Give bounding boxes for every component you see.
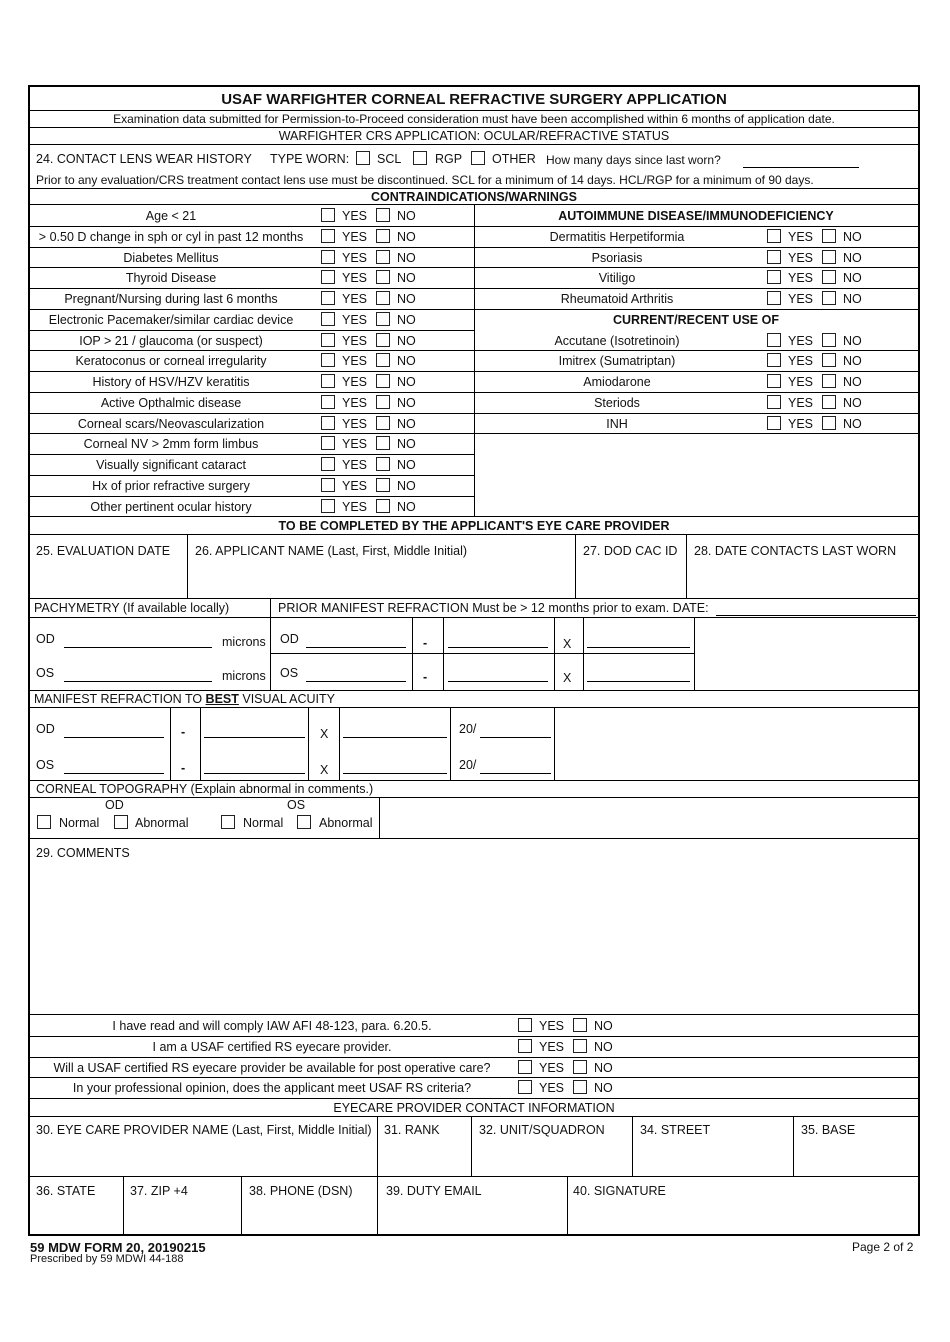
rule-line (30, 534, 918, 535)
evaluation-date-label: 25. EVALUATION DATE (36, 544, 171, 558)
column-divider (200, 707, 201, 780)
contraindication-label: Corneal scars/Neovascularization (77, 416, 265, 431)
contraindication-no-checkbox[interactable] (376, 270, 390, 284)
yes-label: YES (788, 271, 814, 286)
autoimmune-item-yes-checkbox[interactable] (767, 270, 781, 284)
column-divider (170, 707, 171, 780)
current-use-item-yes-checkbox[interactable] (767, 395, 781, 409)
contraindication-no-checkbox[interactable] (376, 353, 390, 367)
no-label: NO (397, 416, 416, 431)
no-label: NO (594, 1039, 613, 1054)
os-abnormal-checkbox[interactable] (297, 815, 311, 829)
autoimmune-item: Dermatitis Herpetiformia (549, 229, 685, 244)
no-label: NO (397, 478, 416, 493)
rule-line (474, 267, 918, 268)
no-label: NO (843, 292, 862, 306)
autoimmune-item: Rheumatoid Arthritis (560, 292, 674, 306)
visual-acuity-prefix: 20/ (459, 758, 477, 772)
rule-line (30, 690, 918, 691)
od-manifest-axis-field[interactable] (343, 737, 447, 738)
signature-label: 40. SIGNATURE (573, 1184, 666, 1198)
topography-od-label: OD (105, 798, 124, 812)
manifest-label-best: BEST (205, 692, 239, 706)
current-use-item: Amiodarone (583, 375, 651, 389)
rule-line (474, 247, 918, 248)
column-divider (308, 707, 309, 780)
yes-label: YES (342, 312, 368, 327)
other-label: OTHER (492, 152, 536, 166)
os-manifest-sphere-field[interactable] (64, 773, 164, 774)
column-divider (471, 1116, 472, 1176)
contraindication-no-checkbox[interactable] (376, 229, 390, 243)
od-prior-cylinder-field[interactable] (448, 647, 548, 648)
minus-sign: - (181, 725, 186, 739)
attestation-yes-checkbox[interactable] (518, 1018, 532, 1032)
rule-line (30, 1036, 918, 1037)
contraindication-yes-checkbox[interactable] (321, 353, 335, 367)
contraindication-yes-checkbox[interactable] (321, 250, 335, 264)
rule-line (30, 475, 474, 476)
attestation-question: In your professional opinion, does the applicant meet USAF RS criteria? (72, 1081, 472, 1096)
os-prior-axis-field[interactable] (587, 681, 690, 682)
no-label: NO (397, 271, 416, 286)
rule-line (30, 144, 918, 145)
rule-line (30, 707, 918, 708)
contraindication-label: > 0.50 D change in sph or cyl in past 12 months (38, 229, 304, 244)
unit-squadron-label: 32. UNIT/SQUADRON (479, 1123, 605, 1137)
autoimmune-item-yes-checkbox[interactable] (767, 250, 781, 264)
yes-label: YES (788, 333, 814, 348)
yes-label: YES (539, 1081, 565, 1096)
yes-label: YES (342, 458, 368, 472)
rule-line (30, 617, 918, 618)
visual-acuity-prefix: 20/ (459, 722, 477, 736)
rule-line (30, 1116, 918, 1117)
no-label: NO (397, 395, 416, 410)
type-worn-label: TYPE WORN: (270, 152, 350, 166)
current-use-item: Steriods (594, 395, 640, 410)
yes-label: YES (788, 354, 814, 369)
rule-line (30, 433, 474, 434)
current-use-item-no-checkbox[interactable] (822, 416, 836, 430)
rule-line (30, 1098, 918, 1099)
contraindication-label: Other pertinent ocular history (90, 499, 252, 514)
form-title: USAF WARFIGHTER CORNEAL REFRACTIVE SURGERY APPLICATION (221, 91, 727, 108)
current-use-item-no-checkbox[interactable] (822, 353, 836, 367)
duty-email-label: 39. DUTY EMAIL (386, 1184, 482, 1198)
no-label: NO (843, 354, 862, 369)
axis-x-label: X (320, 763, 329, 777)
no-label: NO (397, 333, 416, 348)
attestation-question: I am a USAF certified RS eyecare provider. (152, 1039, 392, 1054)
rule-line (30, 838, 918, 839)
contraindication-no-checkbox[interactable] (376, 457, 390, 471)
dod-cac-id-label: 27. DOD CAC ID (583, 544, 678, 558)
contraindication-yes-checkbox[interactable] (321, 208, 335, 222)
applicant-name-label: 26. APPLICANT NAME (Last, First, Middle Initial) (195, 544, 468, 558)
contraindication-label: Keratoconus or corneal irregularity (75, 354, 267, 369)
no-label: NO (397, 499, 416, 514)
normal-label: Normal (59, 816, 100, 830)
current-use-item: Accutane (Isotretinoin) (554, 333, 680, 348)
rule-line (30, 1014, 918, 1015)
column-divider (123, 1176, 124, 1234)
contraindication-no-checkbox[interactable] (376, 395, 390, 409)
os-prior-cylinder-field[interactable] (448, 681, 548, 682)
street-label: 34. STREET (640, 1123, 711, 1137)
contraindication-no-checkbox[interactable] (376, 312, 390, 326)
contraindication-yes-checkbox[interactable] (321, 291, 335, 305)
no-label: NO (594, 1019, 613, 1033)
column-divider (241, 1176, 242, 1234)
form-subtitle: Examination data submitted for Permission-to-Proceed consideration must have been accomplished within 6 months of application date. (113, 112, 835, 126)
yes-label: YES (342, 478, 368, 493)
column-divider (567, 1176, 568, 1234)
contraindication-yes-checkbox[interactable] (321, 374, 335, 388)
os-manifest-label: OS (36, 758, 55, 772)
autoimmune-item: Psoriasis (591, 250, 643, 265)
os-prior-sphere-field[interactable] (306, 681, 406, 682)
manifest-label-text: MANIFEST REFRACTION TO (34, 692, 206, 706)
zip-label: 37. ZIP +4 (130, 1184, 188, 1198)
autoimmune-item-no-checkbox[interactable] (822, 250, 836, 264)
no-label: NO (594, 1060, 613, 1075)
prior-manifest-date-field[interactable] (716, 615, 916, 616)
contraindication-no-checkbox[interactable] (376, 208, 390, 222)
attestation-question: I have read and will comply IAW AFI 48-123, para. 6.20.5. (112, 1019, 432, 1033)
contraindication-no-checkbox[interactable] (376, 499, 390, 513)
no-label: NO (843, 250, 862, 265)
os-visual-acuity-field[interactable] (480, 773, 551, 774)
rule-line (474, 392, 918, 393)
state-label: 36. STATE (36, 1184, 96, 1198)
contraindication-no-checkbox[interactable] (376, 333, 390, 347)
no-label: NO (397, 312, 416, 327)
rule-line (30, 496, 474, 497)
current-use-item-no-checkbox[interactable] (822, 374, 836, 388)
no-label: NO (843, 271, 862, 286)
rule-line (30, 392, 474, 393)
yes-label: YES (788, 250, 814, 265)
minus-sign: - (181, 761, 186, 775)
prior-manifest-label: PRIOR MANIFEST REFRACTION Must be > 12 months prior to exam. DATE: (278, 601, 709, 615)
contraindication-yes-checkbox[interactable] (321, 395, 335, 409)
contraindication-yes-checkbox[interactable] (321, 312, 335, 326)
attestation-yes-checkbox[interactable] (518, 1039, 532, 1053)
attestation-no-checkbox[interactable] (573, 1060, 587, 1074)
contraindication-yes-checkbox[interactable] (321, 229, 335, 243)
other-checkbox[interactable] (471, 151, 485, 165)
rule-line (30, 516, 918, 517)
contraindication-no-checkbox[interactable] (376, 436, 390, 450)
days-since-worn-label: How many days since last worn? (546, 153, 721, 167)
abnormal-label: Abnormal (319, 816, 373, 830)
axis-x-label: X (320, 727, 329, 741)
rgp-label: RGP (435, 152, 463, 166)
rule-line (30, 247, 474, 248)
no-label: NO (397, 292, 416, 306)
rule-line (30, 1077, 918, 1078)
rule-line (474, 433, 918, 434)
no-label: NO (594, 1081, 613, 1096)
os-normal-checkbox[interactable] (221, 815, 235, 829)
od-manifest-sphere-field[interactable] (64, 737, 164, 738)
attestation-no-checkbox[interactable] (573, 1039, 587, 1053)
yes-label: YES (539, 1019, 565, 1033)
no-label: NO (397, 229, 416, 244)
days-since-worn-field[interactable] (743, 167, 859, 168)
rule-line (30, 598, 918, 599)
contraindication-yes-checkbox[interactable] (321, 416, 335, 430)
od-normal-checkbox[interactable] (37, 815, 51, 829)
no-label: NO (843, 229, 862, 244)
current-use-header: CURRENT/RECENT USE OF (613, 312, 779, 327)
provider-name-label: 30. EYE CARE PROVIDER NAME (Last, First, Middle Initial) (36, 1123, 372, 1137)
attestation-question: Will a USAF certified RS eyecare provider be available for post operative care? (53, 1060, 491, 1075)
od-visual-acuity-field[interactable] (480, 737, 551, 738)
od-abnormal-checkbox[interactable] (114, 815, 128, 829)
contraindication-yes-checkbox[interactable] (321, 478, 335, 492)
yes-label: YES (342, 250, 368, 265)
column-divider (450, 707, 451, 780)
no-label: NO (843, 395, 862, 410)
rule-line (474, 413, 918, 414)
rule-line (30, 1057, 918, 1058)
crs-application-form (28, 85, 920, 1236)
contact-lens-note: Prior to any evaluation/CRS treatment contact lens use must be discontinued. SCL for a minimum of 14 days. HCL/RGP for a minimum of 90 days. (36, 173, 814, 187)
no-label: NO (843, 416, 862, 431)
rule-line (474, 288, 918, 289)
od-pachymetry-label: OD (36, 632, 55, 646)
minus-sign: - (423, 636, 428, 650)
column-divider (377, 1116, 378, 1234)
rule-line (30, 1176, 918, 1177)
attestation-yes-checkbox[interactable] (518, 1080, 532, 1094)
od-manifest-cylinder-field[interactable] (204, 737, 305, 738)
page-number: Page 2 of 2 (852, 1240, 914, 1254)
section-status-header: WARFIGHTER CRS APPLICATION: OCULAR/REFRACTIVE STATUS (278, 129, 670, 143)
column-divider (793, 1116, 794, 1176)
contraindication-yes-checkbox[interactable] (321, 270, 335, 284)
os-manifest-axis-field[interactable] (343, 773, 447, 774)
rule-line (474, 371, 918, 372)
rule-line (30, 309, 474, 310)
rule-line (30, 371, 474, 372)
topography-os-label: OS (287, 798, 306, 812)
yes-label: YES (342, 292, 368, 306)
comments-label: 29. COMMENTS (36, 846, 130, 860)
yes-label: YES (788, 375, 814, 389)
contraindication-no-checkbox[interactable] (376, 416, 390, 430)
yes-label: YES (342, 499, 368, 514)
contraindication-yes-checkbox[interactable] (321, 333, 335, 347)
yes-label: YES (342, 375, 368, 389)
yes-label: YES (788, 395, 814, 410)
contraindication-label: Hx of prior refractive surgery (92, 478, 250, 493)
rgp-checkbox[interactable] (413, 151, 427, 165)
attestation-yes-checkbox[interactable] (518, 1060, 532, 1074)
od-prior-axis-field[interactable] (587, 647, 690, 648)
current-use-item-no-checkbox[interactable] (822, 395, 836, 409)
rule-line (30, 226, 474, 227)
contraindication-no-checkbox[interactable] (376, 478, 390, 492)
rule-line (474, 226, 918, 227)
corneal-topography-label: CORNEAL TOPOGRAPHY (Explain abnormal in comments.) (36, 782, 374, 796)
column-divider (554, 707, 555, 780)
current-use-item-yes-checkbox[interactable] (767, 416, 781, 430)
axis-x-label: X (563, 637, 572, 651)
contraindication-label: Pregnant/Nursing during last 6 months (64, 292, 278, 306)
base-label: 35. BASE (801, 1123, 856, 1137)
current-use-item: Imitrex (Sumatriptan) (558, 354, 676, 369)
scl-label: SCL (377, 152, 402, 166)
attestation-no-checkbox[interactable] (573, 1080, 587, 1094)
provider-section-header: TO BE COMPLETED BY THE APPLICANT'S EYE CARE PROVIDER (278, 519, 670, 533)
contraindications-header: CONTRAINDICATIONS/WARNINGS (370, 190, 577, 204)
current-use-item-yes-checkbox[interactable] (767, 353, 781, 367)
od-pachymetry-field[interactable] (64, 647, 212, 648)
os-pachymetry-label: OS (36, 666, 55, 680)
contraindication-no-checkbox[interactable] (376, 374, 390, 388)
contact-info-header: EYECARE PROVIDER CONTACT INFORMATION (333, 1101, 615, 1115)
contraindication-label: Corneal NV > 2mm form limbus (83, 437, 259, 452)
no-label: NO (397, 250, 416, 265)
autoimmune-item-yes-checkbox[interactable] (767, 291, 781, 305)
column-divider (686, 534, 687, 598)
scl-checkbox[interactable] (356, 151, 370, 165)
contraindication-label: Visually significant cataract (96, 458, 246, 472)
autoimmune-header: AUTOIMMUNE DISEASE/IMMUNODEFICIENCY (558, 209, 834, 223)
column-divider (575, 534, 576, 598)
contraindication-yes-checkbox[interactable] (321, 457, 335, 471)
rule-line (30, 267, 474, 268)
column-divider (270, 598, 271, 690)
current-use-item-yes-checkbox[interactable] (767, 333, 781, 347)
autoimmune-item: Vitiligo (598, 271, 636, 286)
yes-label: YES (342, 354, 368, 369)
rank-label: 31. RANK (384, 1123, 440, 1137)
autoimmune-item-yes-checkbox[interactable] (767, 229, 781, 243)
contraindication-label: Age < 21 (145, 209, 197, 223)
os-manifest-cylinder-field[interactable] (204, 773, 305, 774)
yes-label: YES (539, 1039, 565, 1054)
yes-label: YES (539, 1060, 565, 1075)
pachymetry-label: PACHYMETRY (If available locally) (34, 601, 230, 615)
yes-label: YES (342, 209, 368, 223)
column-divider (632, 1116, 633, 1176)
os-pachymetry-field[interactable] (64, 681, 212, 682)
no-label: NO (397, 209, 416, 223)
od-manifest-label: OD (36, 722, 55, 736)
rule-line (30, 288, 474, 289)
current-use-item-yes-checkbox[interactable] (767, 374, 781, 388)
date-contacts-last-worn-label: 28. DATE CONTACTS LAST WORN (694, 544, 897, 558)
autoimmune-item-no-checkbox[interactable] (822, 291, 836, 305)
rule-line (30, 330, 474, 331)
yes-label: YES (342, 333, 368, 348)
no-label: NO (397, 458, 416, 472)
form-number: 59 MDW FORM 20, 20190215 (30, 1240, 206, 1255)
column-divider (187, 534, 188, 598)
column-divider (379, 797, 380, 838)
rule-line (474, 350, 918, 351)
current-use-item: INH (606, 416, 628, 431)
minus-sign: - (423, 670, 428, 684)
os-prior-label: OS (280, 666, 299, 680)
contraindication-label: Active Opthalmic disease (100, 395, 242, 410)
rule-line (30, 797, 918, 798)
contraindication-yes-checkbox[interactable] (321, 499, 335, 513)
microns-label: microns (222, 669, 266, 683)
column-divider (694, 617, 695, 690)
yes-label: YES (342, 416, 368, 431)
no-label: NO (397, 437, 416, 452)
manifest-label-text: VISUAL ACUITY (238, 692, 335, 706)
od-prior-label: OD (280, 632, 299, 646)
no-label: NO (397, 375, 416, 389)
no-label: NO (843, 375, 862, 389)
no-label: NO (397, 354, 416, 369)
attestation-no-checkbox[interactable] (573, 1018, 587, 1032)
current-use-item-no-checkbox[interactable] (822, 333, 836, 347)
autoimmune-item-no-checkbox[interactable] (822, 229, 836, 243)
rule-line (474, 309, 918, 310)
autoimmune-item-no-checkbox[interactable] (822, 270, 836, 284)
microns-label: microns (222, 635, 266, 649)
comments-field[interactable] (30, 863, 918, 1013)
rule-line (30, 110, 918, 111)
yes-label: YES (342, 437, 368, 452)
rule-line (30, 780, 918, 781)
contraindication-label: Electronic Pacemaker/similar cardiac device (48, 312, 294, 327)
rule-line (30, 454, 474, 455)
rule-line (30, 188, 918, 189)
yes-label: YES (342, 229, 368, 244)
rule-line (270, 653, 694, 654)
yes-label: YES (342, 395, 368, 410)
manifest-refraction-label (34, 693, 335, 706)
yes-label: YES (788, 416, 814, 431)
od-prior-sphere-field[interactable] (306, 647, 406, 648)
rule-line (30, 413, 474, 414)
normal-label: Normal (243, 816, 284, 830)
axis-x-label: X (563, 671, 572, 685)
yes-label: YES (788, 229, 814, 244)
abnormal-label: Abnormal (135, 816, 189, 830)
contraindication-no-checkbox[interactable] (376, 291, 390, 305)
rule-line (30, 127, 918, 128)
contraindication-label: Thyroid Disease (125, 271, 217, 286)
contact-lens-history-label: 24. CONTACT LENS WEAR HISTORY (36, 152, 252, 166)
column-divider (339, 707, 340, 780)
yes-label: YES (788, 292, 814, 306)
contraindication-yes-checkbox[interactable] (321, 436, 335, 450)
contraindication-no-checkbox[interactable] (376, 250, 390, 264)
no-label: NO (843, 333, 862, 348)
phone-dsn-label: 38. PHONE (DSN) (249, 1184, 353, 1198)
contraindication-label: IOP > 21 / glaucoma (or suspect) (79, 333, 263, 348)
rule-line (30, 350, 474, 351)
prescribed-by: Prescribed by 59 MDWI 44-188 (30, 1253, 184, 1265)
yes-label: YES (342, 271, 368, 286)
contraindication-label: Diabetes Mellitus (123, 250, 219, 265)
contraindication-label: History of HSV/HZV keratitis (92, 375, 250, 389)
